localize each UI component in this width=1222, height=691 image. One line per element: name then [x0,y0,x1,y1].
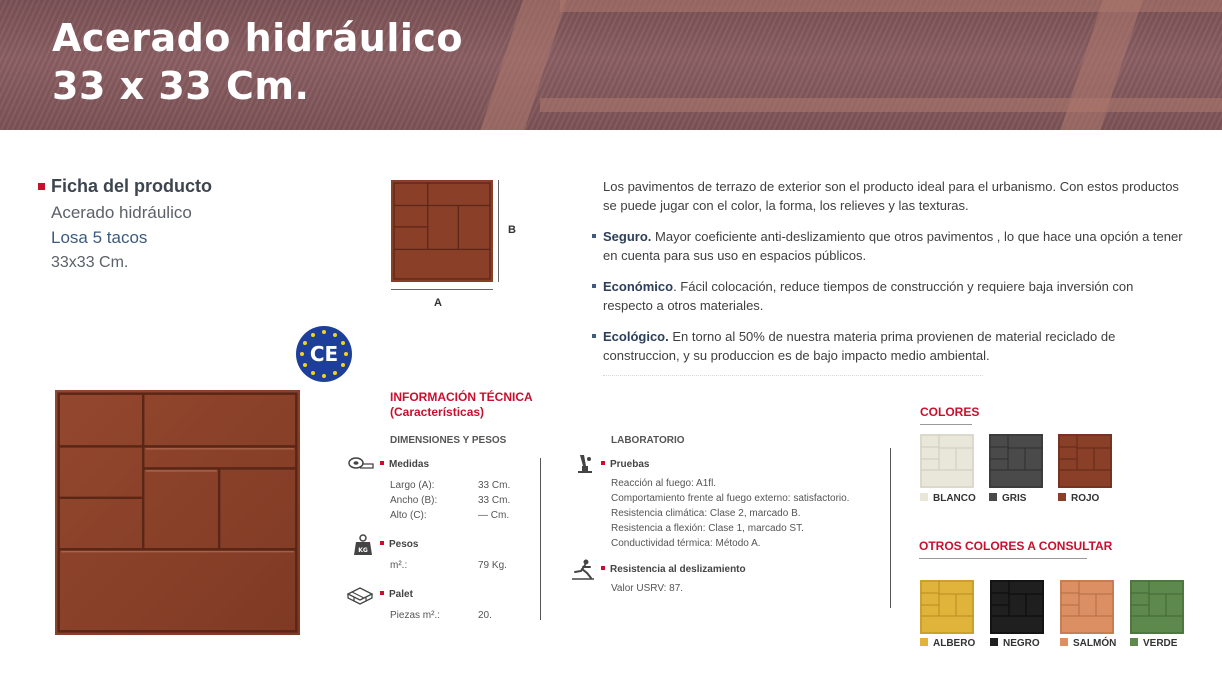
test-result: Resistencia a flexión: Clase 1, marcado ST. [611,523,804,534]
dimension-b-line [498,180,499,282]
colors-title: COLORES [920,405,980,419]
ce-text: CE [309,342,339,366]
red-bullet [380,461,384,465]
feature-title: Económico [603,279,674,294]
dimensions-heading: DIMENSIONES Y PESOS [390,435,507,446]
weight-icon [353,534,373,556]
dimension-b-label: B [508,224,516,236]
color-swatch-negro [990,580,1044,634]
tests-label [601,459,649,470]
pallet-key: Piezas m².: [390,610,441,621]
tests-label-text: Pruebas [610,459,650,470]
color-chip [1060,638,1068,646]
product-name: Acerado hidráulico [51,203,192,222]
weights-label-text: Pesos [389,539,419,550]
color-label [990,638,1040,649]
feature-text: Mayor coeficiente anti-deslizamiento que otros pavimentos , lo que hace una opción a tener en cuenta para sus uso en espacios públicos. [603,229,1183,263]
color-chip [990,638,998,646]
product-size: 33x33 Cm. [51,254,129,271]
title-line-2: 33 x 33 Cm. [52,64,310,108]
product-description [603,177,1183,385]
color-name: VERDE [1143,638,1178,649]
measure-value: 33 Cm. [478,495,511,506]
color-chip [920,493,928,501]
weight-icon-text: KG [358,547,368,554]
lab-test-icon [574,452,596,474]
weight-value: 79 Kg. [478,560,507,571]
weight-key: m².: [390,560,408,571]
color-swatch-gris [989,434,1043,488]
tape-measure-icon [348,455,374,471]
color-label [920,638,975,649]
measures-label [380,459,429,470]
color-swatch-verde [1130,580,1184,634]
product-tile-image [55,390,300,635]
color-label [1130,638,1177,649]
color-label [1060,638,1116,649]
measure-key: Alto (C): [390,510,427,521]
pallet-label-text: Palet [389,589,413,600]
test-result: Comportamiento frente al fuego externo: satisfactorio. [611,493,850,504]
description-intro: Los pavimentos de terrazo de exterior son el producto ideal para el urbanismo. Con estos productos se puede jugar con el color, la forma, los relieves y las texturas. [603,179,1179,213]
weights-label [380,539,418,550]
red-bullet [601,566,605,570]
technical-info-title-line1: INFORMACIÓN TÉCNICA [390,390,533,404]
pallet-label [380,589,413,600]
bullet-square [592,334,596,338]
banner-joint [540,98,1222,112]
colors-title-rule [920,424,972,425]
product-sheet-heading: Ficha del producto [51,176,213,196]
slip-resistance-label [601,564,746,575]
color-label [920,493,976,504]
pallet-icon [346,584,374,606]
color-name: NEGRO [1003,638,1040,649]
feature-title: Seguro. [603,229,652,244]
technical-info-title-line2: (Características) [390,405,485,419]
other-colors-title: OTROS COLORES A CONSULTAR [919,539,1113,553]
lab-heading: LABORATORIO [611,435,685,446]
slip-resistance-label-text: Resistencia al deslizamiento [610,564,746,575]
test-result: Conductividad térmica: Método A. [611,538,761,549]
divider [603,375,983,385]
slip-resistance-value: Valor USRV: 87. [611,583,684,594]
color-chip [1130,638,1138,646]
bullet-square [592,234,596,238]
color-label [989,493,1026,504]
color-name: ALBERO [933,638,976,649]
feature-safe [603,227,1183,265]
color-name: ROJO [1071,493,1100,504]
other-colors-title-rule [919,558,1087,559]
test-result: Reacción al fuego: A1fl. [611,478,717,489]
color-swatch-rojo [1058,434,1112,488]
bullet-square [592,284,596,288]
header-banner [0,0,1222,130]
slip-resistance-icon [571,558,595,580]
color-swatch-albero [920,580,974,634]
red-bullet [38,183,45,190]
dimension-a-line [391,289,493,290]
product-model: Losa 5 tacos [51,228,148,247]
column-divider [890,448,891,608]
red-bullet [380,591,384,595]
measures-label-text: Medidas [389,459,430,470]
red-bullet [380,541,384,545]
color-swatch-salmón [1060,580,1114,634]
feature-text: En torno al 50% de nuestra materia prima provienen de material reciclado de construccion, y su produccion es de bajo impacto medio ambiental. [603,329,1116,363]
page-title [52,14,463,110]
pallet-value: 20. [478,610,492,621]
feature-title: Ecológico. [603,329,669,344]
technical-info-title [390,390,533,420]
column-divider [540,458,541,620]
test-result: Resistencia climática: Clase 2, marcado B. [611,508,801,519]
color-name: SALMÓN [1073,638,1117,649]
ce-mark-icon [295,325,353,383]
color-swatch-blanco [920,434,974,488]
color-chip [989,493,997,501]
tile-dimension-diagram [391,180,493,282]
color-chip [920,638,928,646]
color-name: GRIS [1002,493,1027,504]
color-name: BLANCO [933,493,976,504]
title-line-1: Acerado hidráulico [52,16,464,60]
feature-text: . Fácil colocación, reduce tiempos de construcción y requiere baja inversión con respecto a otros materiales. [603,279,1134,313]
banner-joint [560,0,1222,12]
measure-value: — Cm. [478,510,510,521]
measure-value: 33 Cm. [478,480,511,491]
measure-key: Ancho (B): [390,495,438,506]
feature-economic [603,277,1183,315]
red-bullet [601,461,605,465]
measure-key: Largo (A): [390,480,435,491]
feature-ecologic [603,327,1183,365]
color-label [1058,493,1099,504]
dimension-a-label: A [434,297,442,309]
color-chip [1058,493,1066,501]
